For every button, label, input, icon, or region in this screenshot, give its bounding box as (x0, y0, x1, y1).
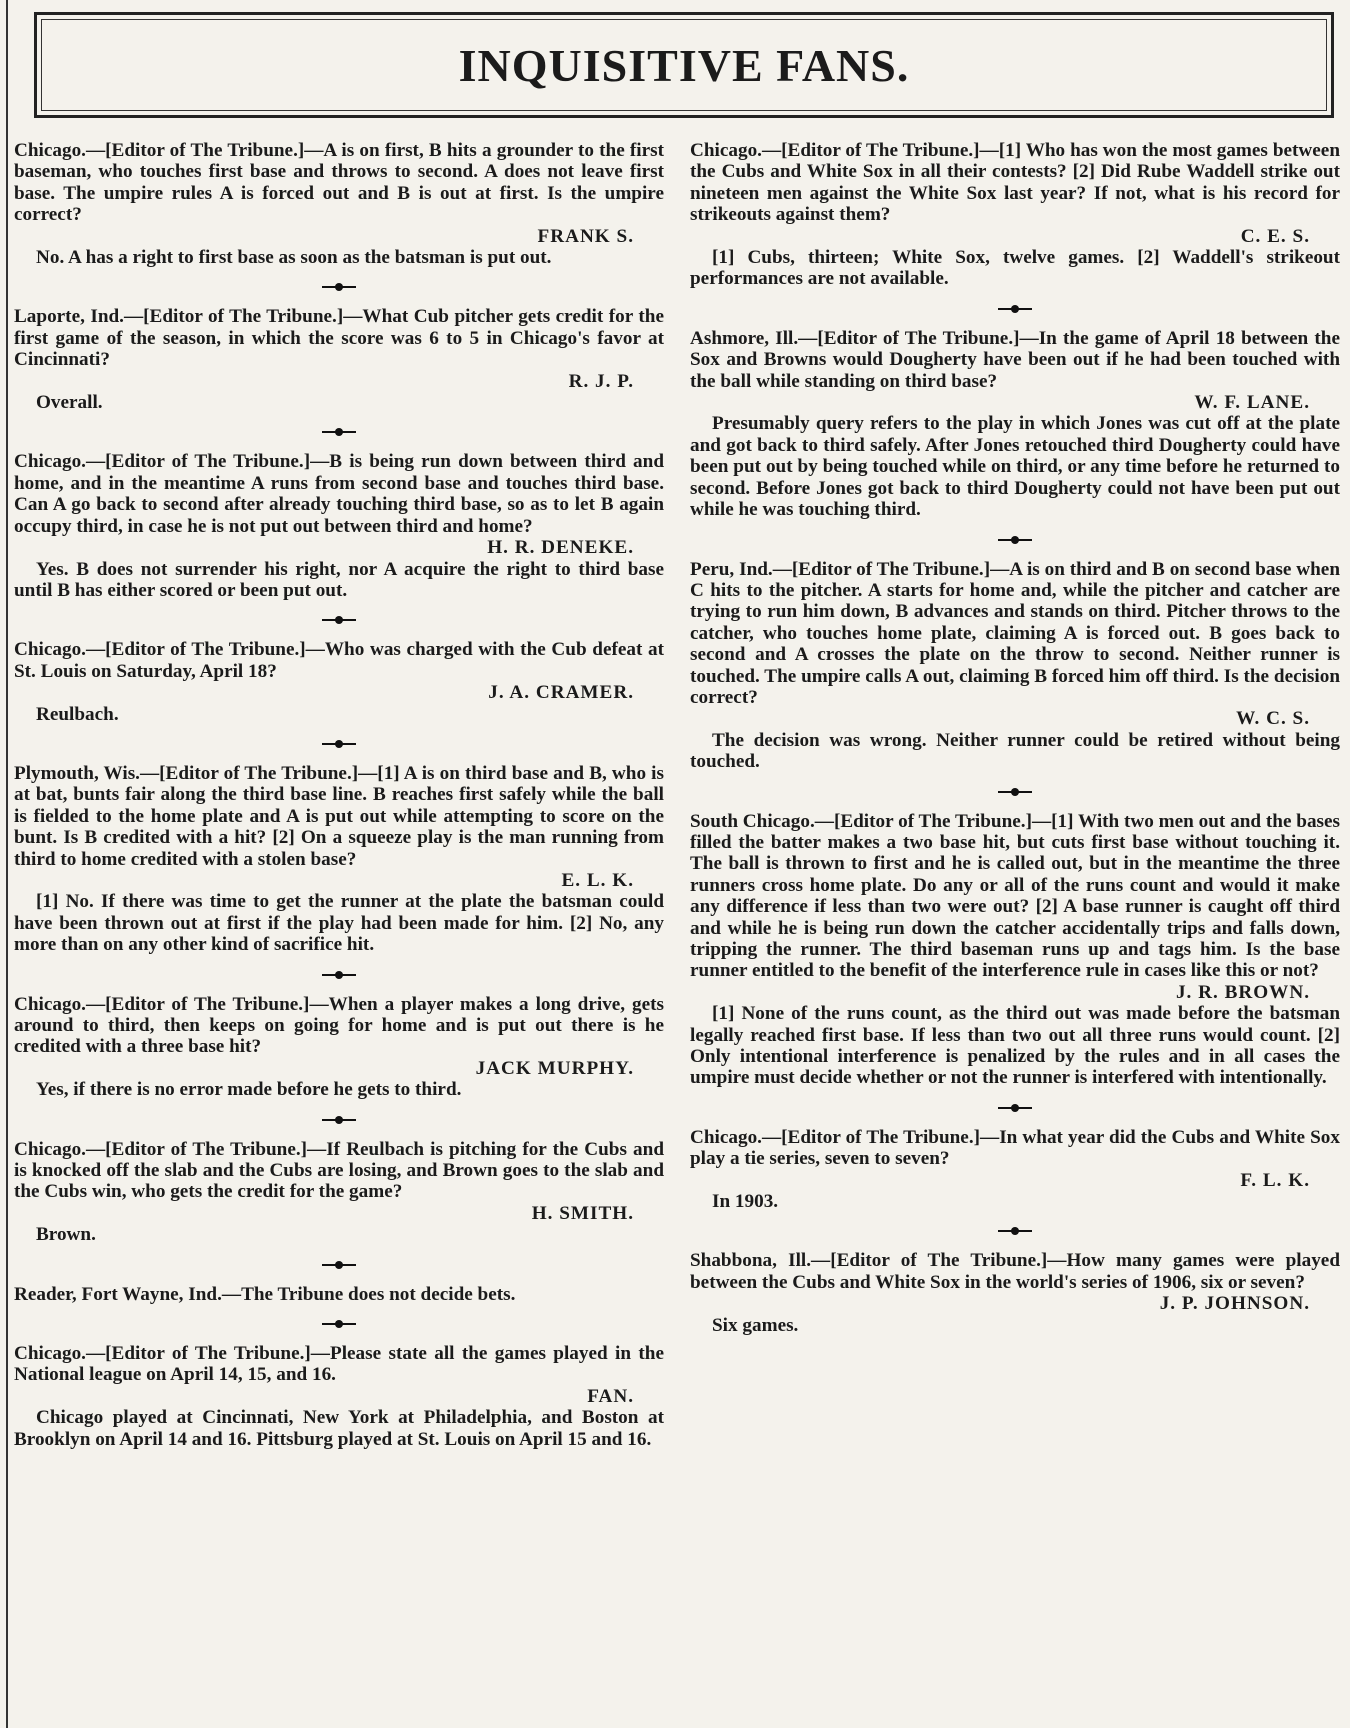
page-title: INQUISITIVE FANS. (458, 39, 910, 91)
letter-question: Ashmore, Ill.—[Editor of The Tribune.]—In the game of April 18 between the Sox and Browns would Dougherty have been out if he had been touched with the ball while standing on third base? (690, 327, 1340, 392)
letter-question: Chicago.—[Editor of The Tribune.]—If Reulbach is pitching for the Cubs and is knocked off the slab and the Cubs are losing, and Brown goes to the slab and the Cubs win, who gets the credit for the game? (14, 1138, 664, 1203)
column-rule (6, 0, 8, 1728)
letter-signature: H. SMITH. (531, 1202, 634, 1224)
separator-dash (14, 1109, 664, 1131)
letter (14, 639, 664, 725)
letter-question: Reader, Fort Wayne, Ind.—The Tribune does not decide bets. (14, 1283, 516, 1305)
letter (690, 1127, 1340, 1213)
letter-answer: Yes, if there is no error made before he gets to third. (36, 1079, 462, 1101)
letter (690, 1250, 1340, 1336)
letter-signature: JACK MURPHY. (475, 1057, 634, 1079)
letter (14, 994, 664, 1101)
letter (690, 140, 1340, 290)
letter-question: Chicago.—[Editor of The Tribune.]—Please state all the games played in the National league on April 14, 15, and 16. (14, 1343, 664, 1386)
letter-question: South Chicago.—[Editor of The Tribune.]—[1] With two men out and the bases filled the batter makes a two base hit, but cuts first base without touching it. The ball is thrown to first and he is called out, but in the meantime the three runners cross home plate. Do any or all of the runs count and would it make any difference if less than two were out? [2] A base runner is caught off third and while he is being run down the catcher accidentally trips and falls down, tripping the runner. The third baseman runs up and tags him. Is the base runner entitled to the benefit of the interference rule in cases like this or not? (690, 810, 1340, 982)
letter-answer: [1] No. If there was time to get the runner at the plate the batsman could have been thrown out at first if the play had been made for him. [2] No, any more than on any other kind of sacrifice hit. (14, 891, 664, 956)
letter-question: Peru, Ind.—[Editor of The Tribune.]—A is on third and B on second base when C hits to the pitcher. A starts for home and, while the pitcher and catcher are trying to run him down, B advances and stands on third. Pitcher throws to the catcher, who touches home plate, claiming A is forced out. B goes back to second and A crosses the plate on the throw to second. Neither runner is touched. The umpire calls A out, claiming B forced him off third. Is the decision correct? (690, 558, 1340, 708)
letter-answer: In 1903. (712, 1191, 779, 1213)
letter-signature: J. R. BROWN. (1175, 981, 1310, 1003)
letter (14, 451, 664, 601)
letter-answer: Presumably query refers to the play in which Jones was cut off at the plate and got back to third safely. After Jones retouched third Dougherty could have been put out by being touched while on third, or any time before he returned to second. Before Jones got back to third Dougherty could not have been put out while he was touching third. (690, 413, 1340, 521)
letter-signature: C. E. S. (1240, 225, 1310, 247)
separator-dash (14, 1254, 664, 1276)
letter-answer: Yes. B does not surrender his right, nor A acquire the right to third base until B has either scored or been put out. (14, 558, 664, 601)
separator-dash (690, 1097, 1340, 1119)
separator-dash (690, 781, 1340, 803)
letter (14, 1343, 664, 1450)
separator-dash (14, 421, 664, 443)
letter-signature: FAN. (587, 1385, 634, 1407)
letter (14, 306, 664, 413)
separator-dash (14, 964, 664, 986)
letter (690, 559, 1340, 773)
letter-question: Chicago.—[Editor of The Tribune.]—B is being run down between third and home, and in the meantime A runs from second base and touches third base. Can A go back to second after already touching third base, so as to let B again occupy third, in case he is not put out between third and home? (14, 451, 664, 537)
letter-question: Chicago.—[Editor of The Tribune.]—[1] Who has won the most games between the Cubs and White Sox in all their contests? [2] Did Rube Waddell strike out nineteen men against the White Sox last year? If not, what is his record for strikeouts against them? (690, 140, 1340, 226)
letter-answer: Brown. (36, 1224, 96, 1246)
letter (14, 1284, 664, 1305)
letter-signature: FRANK S. (537, 225, 634, 247)
letter (690, 328, 1340, 521)
letter-question: Plymouth, Wis.—[Editor of The Tribune.]—[1] A is on third base and B, who is at bat, bunts fair along the third base line. B reaches first safely while the ball is fielded to the home plate and A is put out while attempting to score on the bunt. Is B credited with a hit? [2] On a squeeze play is the man running from third to home credited with a stolen base? (14, 762, 664, 870)
letter-answer: The decision was wrong. Neither runner could be retired without being touched. (690, 729, 1340, 773)
separator-dash (690, 1220, 1340, 1242)
separator-dash (14, 609, 664, 631)
letter-signature: E. L. K. (561, 869, 634, 891)
letter (690, 811, 1340, 1089)
separator-dash (690, 529, 1340, 551)
letter-signature: W. F. LANE. (1194, 392, 1310, 414)
header-box (34, 12, 1334, 118)
letter-signature: H. R. DENEKE. (487, 537, 634, 559)
letter-answer: Overall. (36, 392, 103, 414)
letter-question: Chicago.—[Editor of The Tribune.]—In what year did the Cubs and White Sox play a tie series, seven to seven? (690, 1126, 1340, 1170)
letter-question: Chicago.—[Editor of The Tribune.]—Who was charged with the Cub defeat at St. Louis on Saturday, April 18? (14, 639, 664, 682)
letter-question: Shabbona, Ill.—[Editor of The Tribune.]—How many games were played between the Cubs and White Sox in the world's series of 1906, six or seven? (690, 1250, 1340, 1293)
letter-answer: Chicago played at Cincinnati, New York at Philadelphia, and Boston at Brooklyn on April 14 and 16. Pittsburg played at St. Louis on April 15 and 16. (14, 1407, 664, 1450)
letter-answer: [1] Cubs, thirteen; White Sox, twelve games. [2] Waddell's strikeout performances are not available. (690, 247, 1340, 290)
right-column (690, 140, 1340, 1336)
letter-signature: J. A. CRAMER. (488, 682, 634, 704)
letter-question: Chicago.—[Editor of The Tribune.]—When a player makes a long drive, gets around to third, then keeps on going for home and is put out there is he credited with a three base hit? (14, 993, 664, 1058)
letter-answer: No. A has a right to first base as soon as the batsman is put out. (36, 247, 552, 269)
letter-signature: R. J. P. (568, 370, 634, 392)
separator-dash (14, 733, 664, 755)
separator-dash (14, 276, 664, 298)
separator-dash (14, 1313, 664, 1335)
letter-signature: J. P. JOHNSON. (1159, 1293, 1310, 1315)
header-inner-border (41, 19, 1327, 111)
letter (14, 1139, 664, 1246)
letter (14, 763, 664, 956)
left-column (14, 140, 664, 1450)
letter-signature: W. C. S. (1236, 708, 1310, 730)
letter-answer: Six games. (712, 1314, 799, 1336)
letter-question: Chicago.—[Editor of The Tribune.]—A is on first, B hits a grounder to the first baseman, who touches first base and throws to second. A does not leave first base. The umpire rules A is forced out and B is out at first. Is the umpire correct? (14, 140, 664, 226)
separator-dash (690, 298, 1340, 320)
letter-answer: Reulbach. (36, 703, 119, 725)
letter-signature: F. L. K. (1240, 1169, 1310, 1191)
letter-question: Laporte, Ind.—[Editor of The Tribune.]—What Cub pitcher gets credit for the first game of the season, in which the score was 6 to 5 in Chicago's favor at Cincinnati? (14, 306, 664, 371)
letter (14, 140, 664, 268)
letter-answer: [1] None of the runs count, as the third out was made before the batsman legally reached first base. If less than two out all three runs would count. [2] Only intentional interference is penalized by the rules and in all cases the umpire must decide whether or not the runner is interfered with intentionally. (690, 1003, 1340, 1089)
